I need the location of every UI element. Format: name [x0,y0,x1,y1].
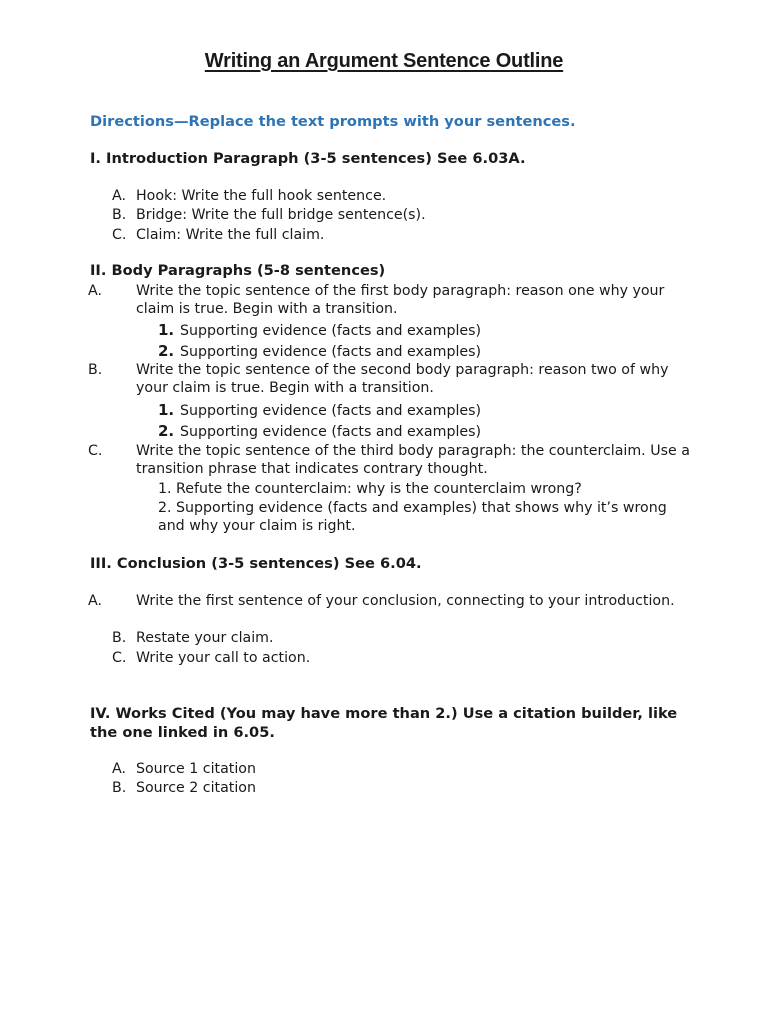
sub-item-evidence [158,400,481,421]
section-heading-body-paragraphs: II. Body Paragraphs (5-8 sentences) [90,262,386,279]
list-item-call-to-action [112,649,682,667]
item-text: Write the topic sentence of the third body paragraph: the counterclaim. Use a transition phrase that indicates contrary thought. [136,443,690,477]
section-heading-works-cited: IV. Works Cited (You may have more than 2.) Use a citation builder, like the one linked in 6.05. [90,705,678,741]
item-marker: B. [88,362,103,378]
item-marker: B. [112,207,127,223]
item-text: Claim: Write the full claim. [136,227,325,243]
item-marker: B. [112,780,127,796]
item-text: Bridge: Write the full bridge sentence(s). [136,207,426,223]
item-marker: A. [112,761,126,777]
item-marker: A. [112,188,126,204]
item-marker: B. [112,630,127,646]
sub-item-refute: 1. Refute the counterclaim: why is the counterclaim wrong? [158,481,582,497]
item-text: Write your call to action. [136,650,311,666]
sub-item-text: Supporting evidence (facts and examples) [180,344,482,360]
list-item-body-c [88,442,696,478]
sub-item-number: 1. [158,401,175,419]
sub-item-number: 1. [158,321,175,339]
sub-item-evidence [158,320,481,341]
sub-item-number: 2. [158,422,175,440]
item-text: Write the topic sentence of the second body paragraph: reason two of why your claim is true. Begin with a transition. [136,362,669,396]
sub-item-number: 2. [158,342,175,360]
sub-item-text: Supporting evidence (facts and examples) [180,323,482,339]
list-item-bridge [112,206,682,224]
list-item-restate-claim [112,629,682,647]
section-heading-introduction: I. Introduction Paragraph (3-5 sentences) See 6.03A. [90,150,526,167]
directions-text: Directions—Replace the text prompts with your sentences. [90,113,576,130]
sub-item-evidence [158,341,481,362]
item-marker: C. [88,443,103,459]
list-item-source-1 [112,760,682,778]
item-marker: A. [88,283,102,299]
page-title: Writing an Argument Sentence Outline [204,50,564,72]
item-marker: C. [112,650,127,666]
section-heading-conclusion: III. Conclusion (3-5 sentences) See 6.04. [90,555,422,572]
sub-item-evidence-counter: 2. Supporting evidence (facts and examples) that shows why it’s wrong and why your claim is right. [158,500,667,534]
sub-item-text: Supporting evidence (facts and examples) [180,424,482,440]
item-text: Source 1 citation [136,761,256,777]
sub-item-evidence [158,421,481,442]
list-item-conclusion-first [88,592,696,610]
list-item-body-a [88,282,696,318]
item-text: Write the topic sentence of the first body paragraph: reason one why your claim is true. Begin with a transition. [136,283,665,317]
item-marker: C. [112,227,127,243]
item-text: Source 2 citation [136,780,256,796]
item-text: Hook: Write the full hook sentence. [136,188,387,204]
list-item-source-2 [112,779,682,797]
item-text: Write the first sentence of your conclusion, connecting to your introduction. [136,593,675,609]
item-text: Restate your claim. [136,630,274,646]
list-item-claim [112,226,682,244]
item-marker: A. [88,593,102,609]
list-item-body-b [88,361,696,397]
sub-item-text: Supporting evidence (facts and examples) [180,403,482,419]
list-item-hook [112,187,682,205]
